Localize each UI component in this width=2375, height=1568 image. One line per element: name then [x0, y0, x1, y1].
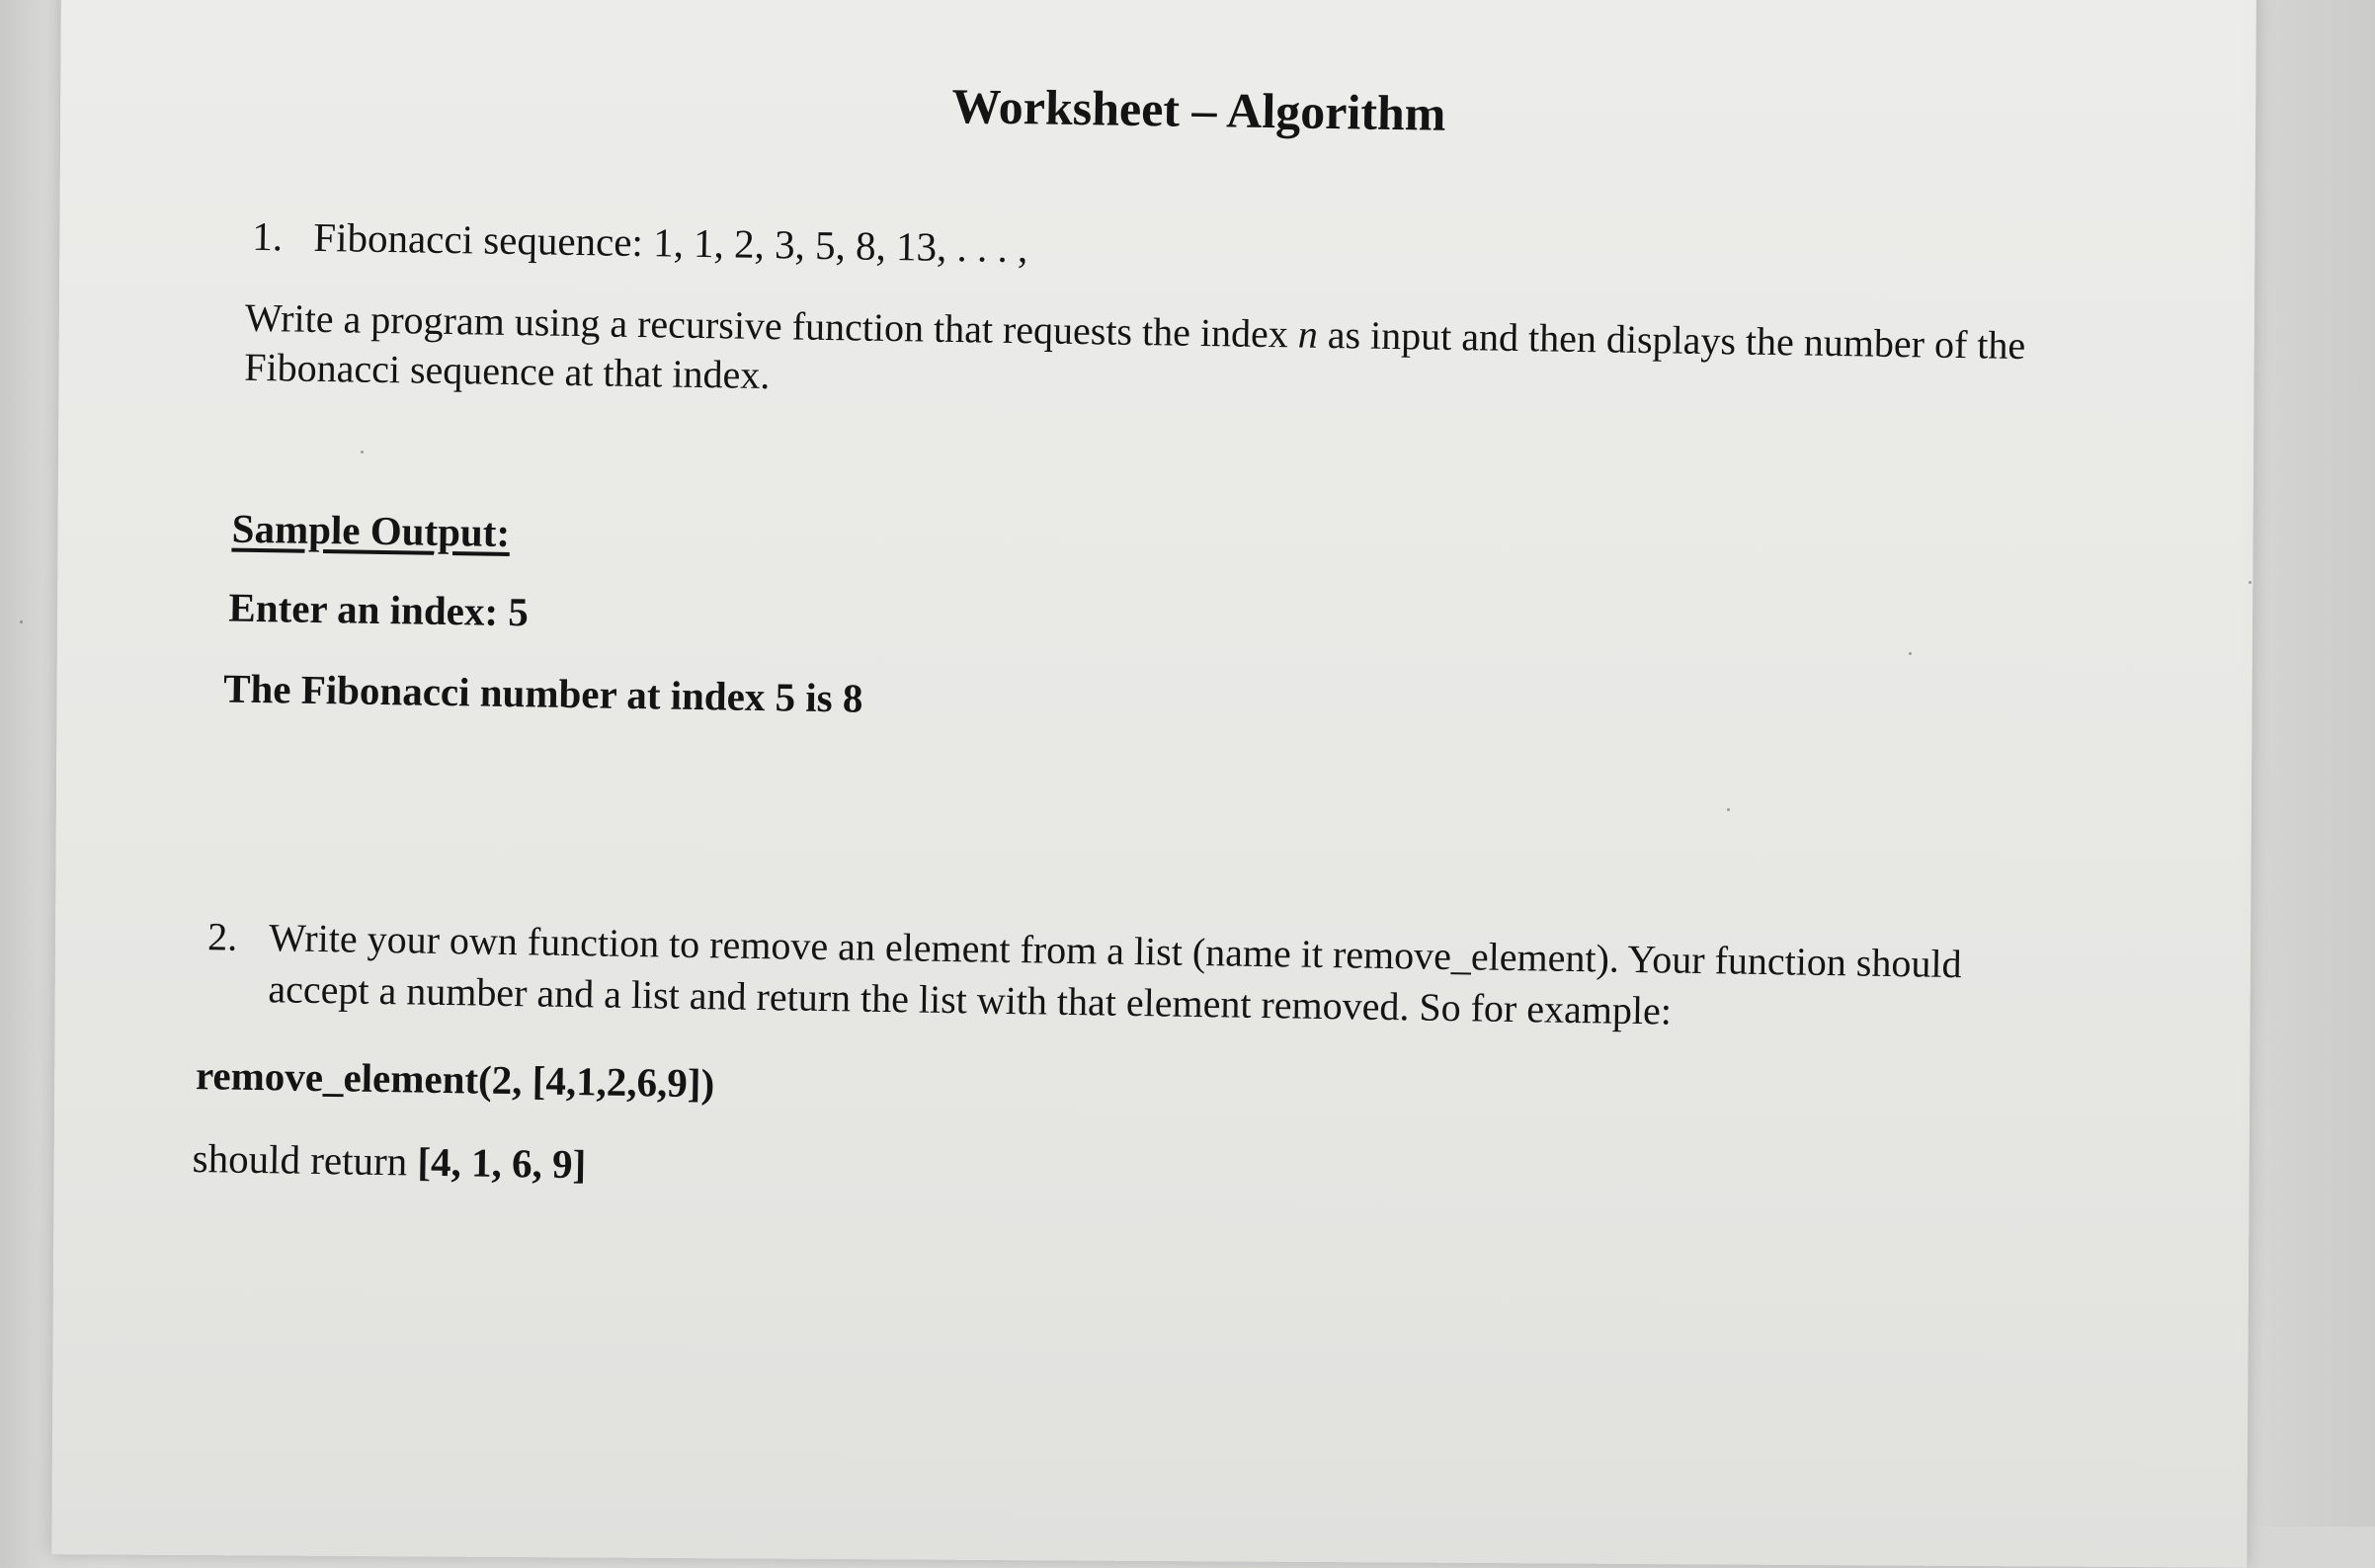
paper-speck: [1727, 808, 1730, 811]
worksheet-title: Worksheet – Algorithm: [951, 77, 1446, 141]
sample-output-heading: Sample Output:: [231, 505, 511, 556]
sample-output-line-1: Enter an index: 5: [228, 584, 530, 635]
question-1-body-part2: as input and then displays the number of the Fibonacci sequence at that index.: [243, 311, 2026, 398]
question-2-number: 2.: [206, 914, 238, 959]
paper-speck: [1909, 652, 1912, 655]
example-return: [192, 1134, 586, 1188]
paper-speck: [361, 451, 364, 454]
question-1-number: 1.: [252, 212, 284, 260]
sample-output-line-2: The Fibonacci number at index 5 is 8: [222, 665, 863, 721]
paper-speck: [20, 620, 23, 623]
question-1-variable: n: [1297, 311, 1319, 357]
example-call: remove_element(2, [4,1,2,6,9]): [195, 1052, 715, 1107]
paper-speck: [2249, 581, 2252, 584]
question-2-line-2: accept a number and a list and return the list with that element removed. So for example:: [268, 966, 1673, 1033]
example-return-value: [4, 1, 6, 9]: [417, 1138, 587, 1188]
question-2-line-1-text: Write your own function to remove an element from a list (name it remove_element). Your function should: [268, 915, 1962, 987]
question-1-body: [244, 293, 2073, 421]
question-1-sequence-text: Fibonacci sequence: 1, 1, 2, 3, 5, 8, 13, . . . ,: [313, 213, 1028, 272]
question-1-body-part1: Write a program using a recursive function that requests the index: [244, 294, 1299, 357]
question-2: [206, 911, 2104, 1043]
example-return-prefix: should return: [192, 1135, 418, 1185]
question-1-sequence: [252, 212, 1028, 272]
